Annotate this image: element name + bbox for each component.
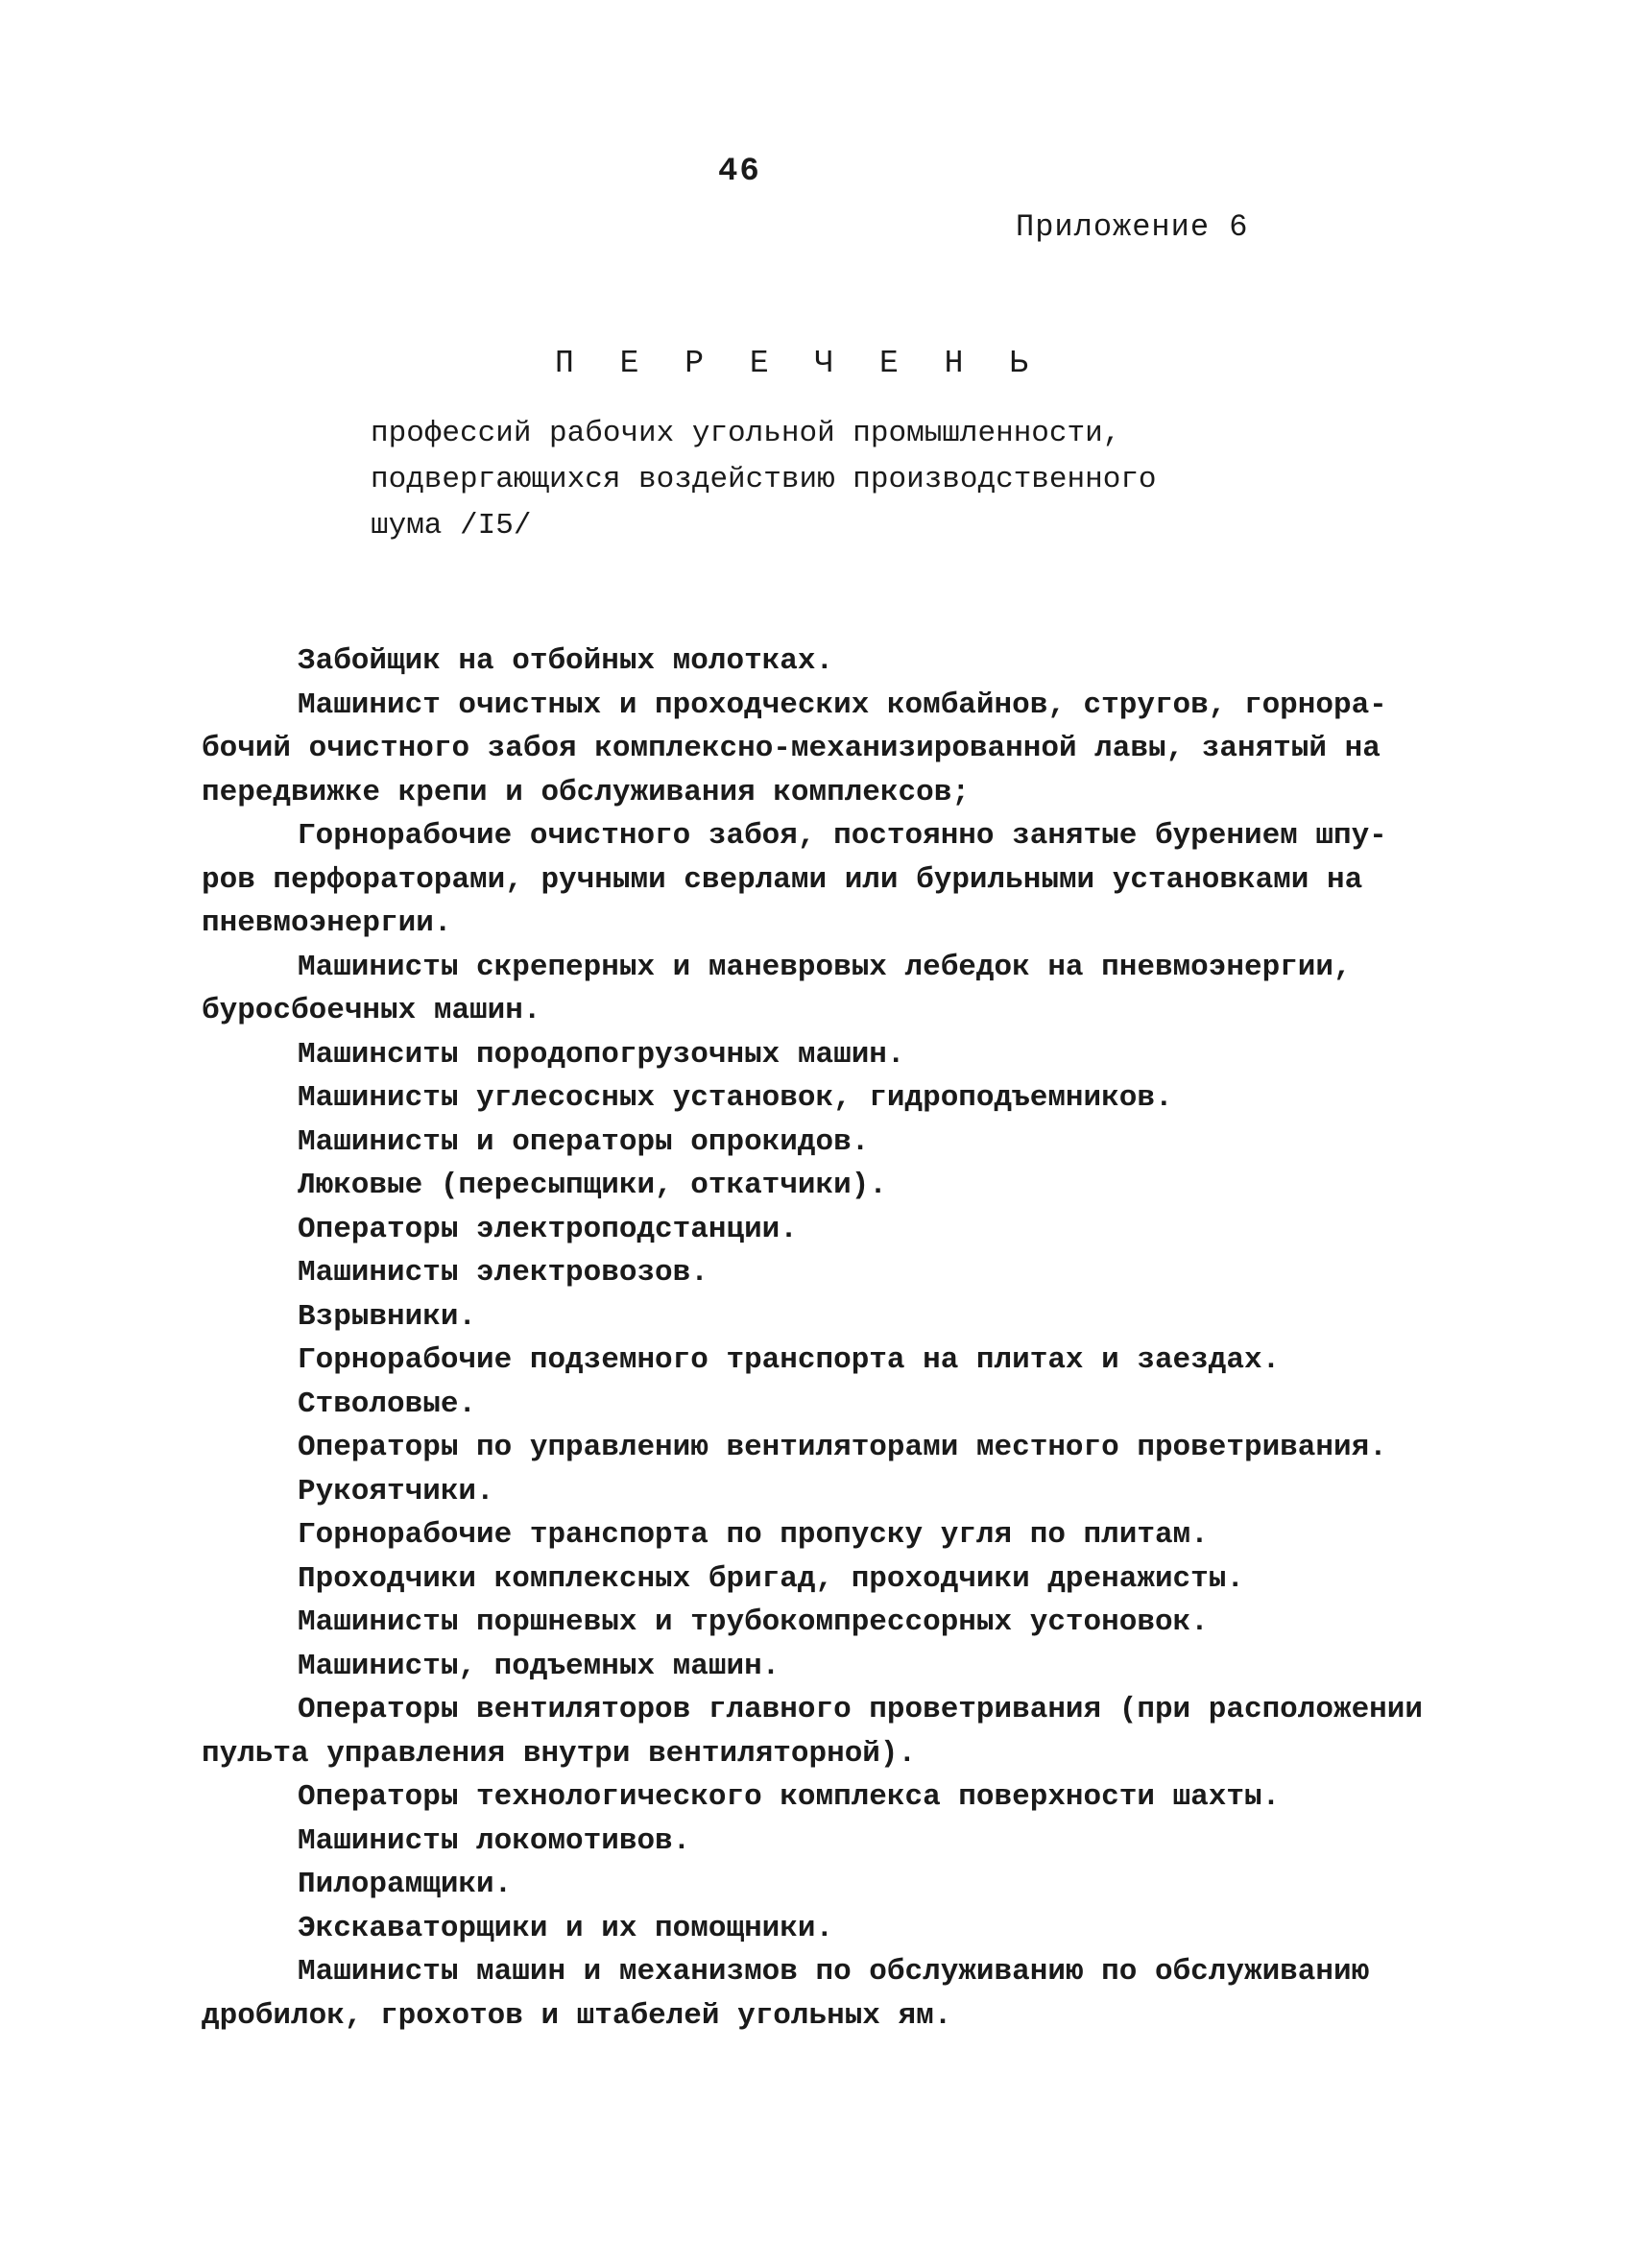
list-line: Забойщик на отбойных молотках. — [298, 644, 834, 678]
profession-list — [202, 639, 1478, 2038]
list-line: Машинисты и операторы опрокидов. — [298, 1124, 870, 1159]
list-line: Горнорабочие транспорта по пропуску угля по плитам. — [298, 1518, 1209, 1552]
page-number: 46 — [718, 154, 761, 190]
list-line: Машинисты углесосных установок, гидроподъемников. — [298, 1081, 1173, 1115]
list-line: передвижке крепи и обслуживания комплексов; — [202, 775, 970, 809]
list-line: Горнорабочие очистного забоя, постоянно занятые бурением шпу- — [298, 819, 1387, 853]
list-line: буросбоечных машин. — [202, 994, 541, 1027]
list-line: бочий очистного забоя комплексно-механизированной лавы, занятый на — [202, 732, 1381, 765]
list-line: Операторы электроподстанции. — [298, 1212, 798, 1246]
list-line: Люковые (пересыпщики, откатчики). — [298, 1169, 887, 1202]
list-line: Операторы вентиляторов главного проветривания (при расположении — [298, 1693, 1423, 1726]
subtitle-line: шума /I5/ — [371, 509, 532, 543]
document-subtitle — [371, 411, 1235, 549]
list-line: Машинисты, подъемных машин. — [298, 1649, 780, 1683]
list-line: Взрывники. — [298, 1299, 477, 1334]
list-line: Машинисты скреперных и маневровых лебедок на пневмоэнергии, — [298, 950, 1352, 984]
list-line: Рукоятчики. — [298, 1474, 494, 1508]
list-line: Операторы по управлению вентиляторами местного проветривания. — [298, 1431, 1387, 1464]
subtitle-line: профессий рабочих угольной промышленности, — [371, 417, 1121, 450]
list-line: Машинисты локомотивов. — [298, 1823, 691, 1858]
list-line: Машинситы породопогрузочных машин. — [298, 1037, 905, 1072]
list-line: пульта управления внутри вентиляторной). — [202, 1736, 917, 1771]
list-line: Машинисты поршневых и трубокомпрессорных устоновок. — [298, 1605, 1209, 1639]
list-line: Проходчики комплексных бригад, проходчики дренажисты. — [298, 1561, 1244, 1596]
list-line: дробилок, грохотов и штабелей угольных ям. — [202, 1998, 952, 2033]
subtitle-line: подвергающихся воздействию производственного — [371, 463, 1157, 496]
list-line: пневмоэнергии. — [202, 906, 452, 940]
list-line: ров перфораторами, ручными сверлами или бурильными установками на — [202, 862, 1363, 897]
list-line: Пилорамщики. — [298, 1868, 513, 1901]
list-line: Операторы технологического комплекса поверхности шахты. — [298, 1780, 1281, 1814]
document-title: П Е Р Е Ч Е Н Ь — [555, 346, 1043, 381]
list-line: Стволовые. — [298, 1387, 477, 1421]
appendix-label: Приложение 6 — [1016, 209, 1249, 245]
list-line: Горнорабочие подземного транспорта на плитах и заездах. — [298, 1343, 1281, 1377]
list-line: Машинист очистных и проходческих комбайнов, стругов, горнора- — [298, 688, 1387, 722]
list-line: Машинисты электровозов. — [298, 1256, 708, 1290]
list-line: Экскаваторщики и их помощники. — [298, 1911, 834, 1945]
list-line: Машинисты машин и механизмов по обслуживанию по обслуживанию — [298, 1955, 1370, 1989]
